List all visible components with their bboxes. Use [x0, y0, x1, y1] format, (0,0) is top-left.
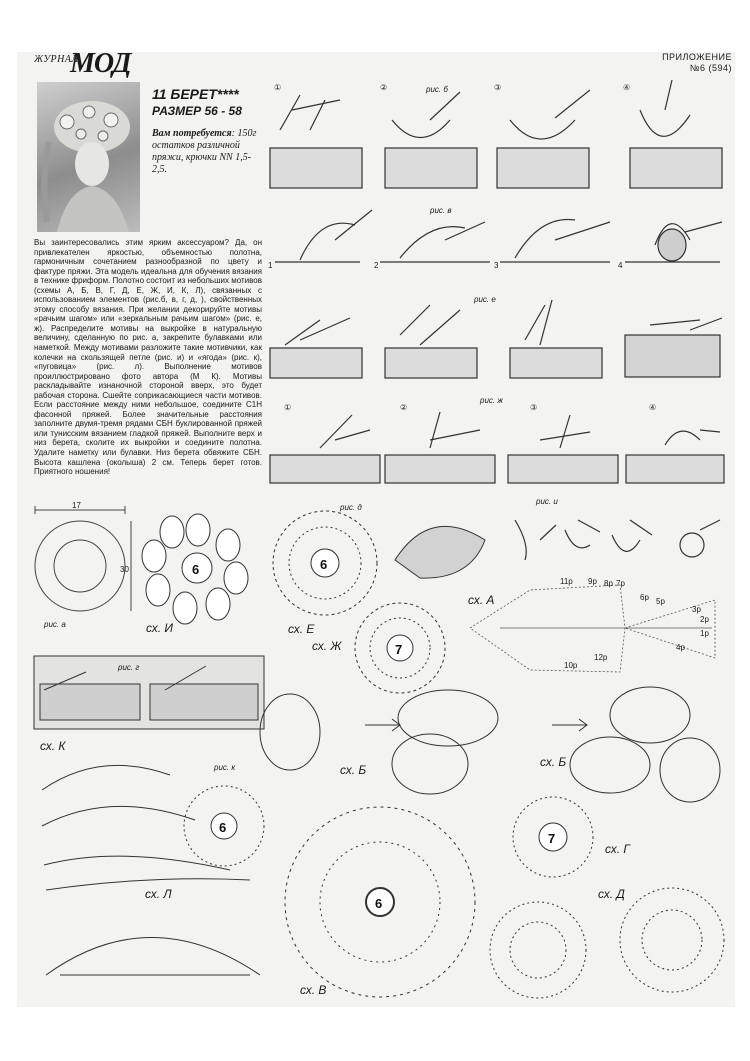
- scheme-v-center: 6: [375, 896, 383, 911]
- materials-label: Вам потребуется: [152, 128, 232, 139]
- row-2p: 2р: [700, 615, 709, 624]
- label-ris-e: рис. е: [474, 295, 496, 304]
- scheme-b: [260, 687, 720, 802]
- label-sx-a: сх. А: [468, 593, 495, 607]
- figure-i: [515, 520, 720, 560]
- row-3p: 3р: [692, 605, 701, 614]
- step-zh4: ④: [649, 403, 657, 412]
- crochet-diagrams: [17, 52, 735, 1007]
- scheme-d: [490, 888, 724, 998]
- label-sx-k: сх. К: [40, 739, 66, 753]
- label-sx-l: сх. Л: [145, 887, 172, 901]
- label-ris-v: рис. в: [430, 206, 452, 215]
- row-9p: 9р: [588, 577, 597, 586]
- logo-big-text: МОД: [70, 48, 131, 79]
- row-1p: 1р: [700, 629, 709, 638]
- label-sx-i: сх. И: [146, 621, 173, 635]
- dimension-17: 17: [72, 501, 81, 510]
- scheme-i-center: 6: [192, 562, 200, 577]
- row-7p: 7р: [616, 579, 625, 588]
- dimension-30: 30: [120, 565, 129, 574]
- step-zh3: ③: [530, 403, 538, 412]
- figure-v: [275, 210, 722, 262]
- step-zh1: ①: [284, 403, 292, 412]
- label-sx-b-1: сх. Б: [340, 763, 367, 777]
- label-sx-v: сх. В: [300, 983, 327, 997]
- row-10p: 10р: [564, 661, 578, 670]
- step-zh2: ②: [400, 403, 408, 412]
- label-ris-k: рис. к: [214, 763, 236, 772]
- scheme-a: [470, 585, 715, 672]
- label-ris-d: рис. д: [340, 503, 362, 512]
- row-6p: 6р: [640, 593, 649, 602]
- label-ris-g: рис. г: [118, 663, 140, 672]
- figure-e: [270, 300, 722, 378]
- label-sx-zh: сх. Ж: [312, 639, 342, 653]
- figure-k-center: 6: [219, 820, 227, 835]
- row-8p: 8р: [604, 579, 613, 588]
- scheme-zh-center: 7: [395, 642, 403, 657]
- scheme-e-center: 6: [320, 557, 328, 572]
- logo-small-text: ЖУРНАЛ: [34, 54, 79, 65]
- scheme-g-center: 7: [548, 831, 556, 846]
- step-v3: 3: [494, 261, 499, 270]
- step-4-marker: ④: [623, 83, 631, 92]
- step-2-marker: ②: [380, 83, 388, 92]
- supplement-label: ПРИЛОЖЕНИЕ: [662, 52, 732, 62]
- label-ris-a: рис. а: [44, 620, 66, 629]
- label-ris-i: рис. и: [536, 497, 558, 506]
- issue-number: №6 (594): [689, 63, 732, 73]
- label-ris-zh: рис. ж: [480, 396, 503, 405]
- row-12p: 12р: [594, 653, 608, 662]
- label-sx-e: сх. Е: [288, 622, 315, 636]
- figure-zh: [270, 412, 724, 483]
- materials-text: : 150г остатков различной пряжи, крючки NN 1,5-2,5.: [152, 128, 257, 175]
- row-5p: 5р: [656, 597, 665, 606]
- article-body: Вы заинтересовались этим ярким аксессуаром? Да, он привлекателен яркостью, объемностью полотна, гармоничным сочетанием разнообразной по цвету и фактуре пряжи. Эта модель идеальна для обучения вязания в технике фриформ. Полотно состоит из небольших мотивов (схемы А, Б, В, Г, Д, Е, Ж, И, К, Л), связанных с использованием элементов (рис.б, в, г, д, ), свойственных этому способу вязания. При желании декорируйте мотивы «рачьим шагом» или «зеркальным рачьим шагом» (рис. е, ж). Распределите мотивы на выкройке в натуральную величину, сделанную по рис. а, закрепите булавками или наметкой. Между мотивами разложите такие мотивчики, как колечки на скользящей петле (рис. и) и «ягода» (рис. к), «пуговица» (рис. л). Выполнение мотивов проиллюстрировано фото автора (М К). Мотивы раскладывайте изнаночной стороной вверх, это будет рабочая сторона. Сшейте соприкасающиеся части мотивов. Если расстояние между ними небольшое, соедините С1Н фасонной пряжей. Более значительные расстояния заполните двумя-тремя рядами СБН буклированной пряжей или тунисским вязанием гладкой пряжей. Выполните верх и низ берета, сколите их выкройки и соедините полотна. Удалите наметку или булавки. Низ берета обвяжите СБН. Высота кашлена (околыша) 2 см. Теперь берет готов. Приятного ношения!: [34, 238, 262, 477]
- article-size: РАЗМЕР 56 - 58: [152, 104, 242, 118]
- label-sx-g: сх. Г: [605, 842, 630, 856]
- step-1-marker: ①: [274, 83, 282, 92]
- step-3-marker: ③: [494, 83, 502, 92]
- article-title: 11 БЕРЕТ****: [152, 86, 239, 102]
- label-sx-b-2: сх. Б: [540, 755, 567, 769]
- row-4p: 4р: [676, 643, 685, 652]
- step-v2: 2: [374, 261, 379, 270]
- figure-d-photo: [395, 526, 485, 578]
- figure-g: [34, 656, 264, 729]
- row-11p: 11р: [560, 577, 573, 586]
- step-v4: 4: [618, 261, 623, 270]
- step-v1: 1: [268, 261, 273, 270]
- figure-b: [270, 80, 722, 188]
- scheme-l: [46, 938, 260, 976]
- label-sx-d: сх. Д: [598, 887, 625, 901]
- label-ris-b: рис. б: [426, 85, 448, 94]
- figure-a-pattern: [35, 506, 131, 611]
